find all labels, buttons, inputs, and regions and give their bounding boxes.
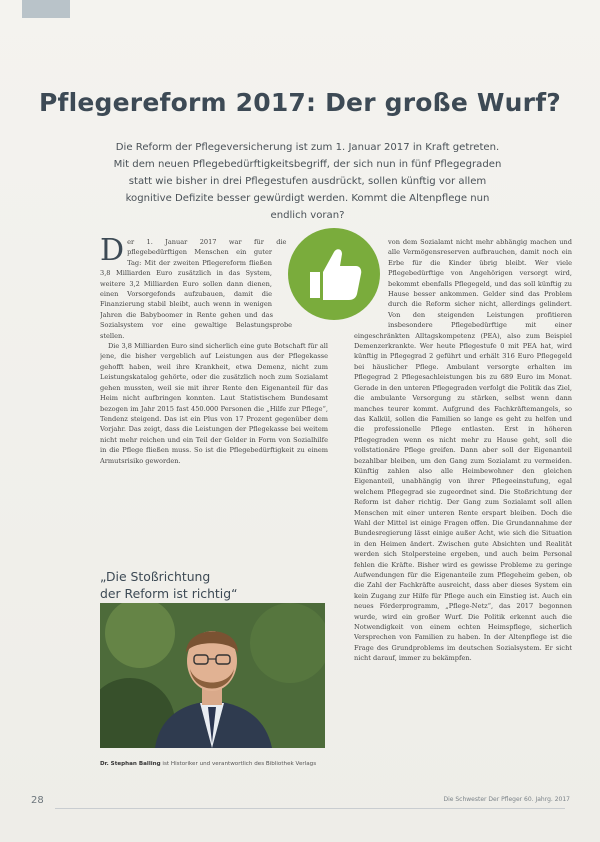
publication-name: Die Schwester Der Pfleger 60. Jahrg. 2017: [443, 796, 570, 803]
paragraph: [100, 237, 328, 341]
article-column-left: [100, 237, 328, 559]
article-title: Pflegereform 2017: Der große Wurf?: [39, 88, 561, 117]
caption-text: ist Historiker und verantwortlich des Bibliothek Verlags: [162, 761, 317, 767]
paragraph-text: er 1. Januar 2017 war für die pflegebedürftigen Menschen ein guter Tag: Mit der zweiten Pflegereform fließen 3,8 Milliarden Euro zusätzlich in das System, weitere 3,2 Milliarden Euro sollen dann dienen, einen Vorsorgefonds aufzubauen, damit die Finanzierung stabil bleibt, auch wenn in wenigen Jahren die Babyboomer in Rente gehen und das Sozialsystem vor eine gewaltige Belastungsprobe stellen.: [100, 238, 293, 340]
paragraph: Die 3,8 Milliarden Euro sind sicherlich eine gute Botschaft für all jene, die bisher vergeblich auf Leistungen aus der Pflegekasse gehofft haben, weil ihre Krankheit, etwa Demenz, nicht zum Leistungskatalog gehörte, oder die zusätzlich noch zum Sozialamt gehen mussten, weil sie mit ihrer Rente den Eigenanteil für das Heim nicht aufbringen konnten. Laut Statistischem Bundesamt bezogen im Jahr 2015 fast 450.000 Personen die „Hilfe zur Pflege“, Tendenz steigend. Das ist ein Plus von 17 Prozent gegenüber dem Vorjahr. Das zeigt, dass die Leistungen der Pflegekasse bei weitem nicht mehr reichen und ein Teil der Gelder in Form von Sozialhilfe in die Pflege fließen muss. So ist die Pflegebedürftigkeit zu einem Armutsrisiko geworden.: [100, 342, 328, 465]
icon-wrap-space: [354, 237, 388, 325]
article-lead: Die Reform der Pflegeversicherung ist zum 1. Januar 2017 in Kraft getreten. Mit dem neuen Pflegebedürftigkeitsbegriff, der sich nun in fünf Pflegegraden statt wie bisher in drei Pflegestufen ausdrückt, sollen künftig vor allem kognitive Defizite besser gewürdigt werden. Kommt die Altenpflege nun endlich voran?: [113, 142, 502, 221]
photo-caption: [100, 760, 325, 768]
article-column-right: [354, 237, 572, 799]
icon-wrap-space: [272, 237, 328, 329]
section-tab: [22, 0, 70, 18]
pull-quote: [100, 568, 320, 602]
author-photo: [100, 603, 325, 748]
paragraph-text: von dem Sozialamt nicht mehr abhängig machen und alle Vermögensreserven aufbrauchen, damit noch ein Erbe für die Kinder übrig bleibt. Wer viele Pflegebedürftige von Angehörigen versorgt wird, bekommt ebenfalls Pflegegeld, und das soll künftig zu Hause besser ankommen. Gelder sind das Problem durch die Reform sicher nicht, allerdings gelindert. Von den steigenden Leistungen profitieren insbesondere Pflegebedürftige mit einer eingeschränkten Alltagskompetenz (PEA), also zum Beispiel Demenzerkrankte. Wer heute Pflegestufe 0 mit PEA hat, wird künftig in Pflegegrad 2 geführt und erhält 316 Euro Pflegegeld bei häuslicher Pflege. Ambulant versorgte erhalten im Pflegegrad 2 Pflegesachleistungen bis zu 689 Euro im Monat. Gerade in den unteren Pflegegraden verfolgt die Politik das Ziel, die ambulante Versorgung zu stärken, selbst wenn dann manches teurer kommt. Aufgrund des Fachkräftemangels, so das Kalkül, sollen die Familien so lange es geht zu helfen und die professionelle Pflege entlasten. Erst in höheren Pflegegraden wenn es nicht mehr zu Hause geht, soll die vollstationäre Pflege greifen. Dann aber soll der Eigenanteil bezahlbar bleiben, um den Gang zum Sozialamt zu vermeiden. Künftig zahlen also alle Heimbewohner den gleichen Eigenanteil, unabhängig von ihrer Pflegeeinstufung, egal welchem Pflegegrad sie zugeordnet sind. Die Stoßrichtung der Reform ist daher richtig. Der Gang zum Sozialamt soll allen Menschen mit einer unteren Rente erspart bleiben. Doch die Wahl der Mittel ist einige Fragen offen. Die Grundannahme der Bundesregierung lässt einige außer Acht, wie sich die Situation in den Heimen ändert. Zwischen gute Absichten und Realität werden sich Stolpersteine ergeben, und auch beim Personal fehlen die Kräfte. Bisher wird es gewisse Probleme zu geringe Aufwendungen für die Eigenanteile zum Pflegeheim geben, ob die Zahl der Fachkräfte ausreicht, dass aber dieses System ein kein Zugang zur Hilfe für Pflege auch ein Einstieg ist. Auch ein neues Förderprogramm, „Pflege-Netz“, das 2017 begonnen wurde, wird ein großer Wurf. Die Politik erkennt auch die Notwendigkeit von einem echten Heimspflege, sicherlich Versprechen von Familien zu haben. In der Altenpflege ist die Frage des Grundproblems im deutschen Sozialsystem. Er sicht nicht darauf, immer zu bekämpfen.: [354, 238, 572, 663]
footer-divider: [55, 808, 565, 809]
page-number: 28: [31, 795, 44, 806]
pull-quote-line: „Die Stoßrichtung: [100, 569, 211, 584]
caption-name: Dr. Stephan Balling: [100, 761, 161, 767]
drop-cap: D: [100, 237, 125, 268]
pull-quote-line: der Reform ist richtig“: [100, 586, 238, 601]
